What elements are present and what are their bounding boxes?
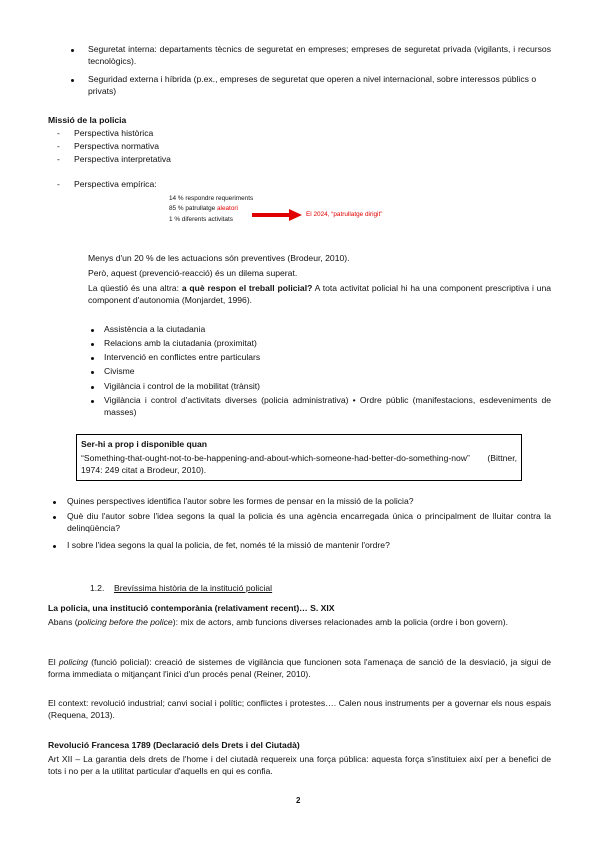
list-item: Perspectiva empírica: [74,179,157,189]
section-heading: Missió de la policia [48,115,127,125]
paragraph-part: El [48,657,59,667]
paragraph [48,616,551,628]
bullet-dot [53,501,56,504]
question: I sobre l'idea segons la qual la policia, de fet, només té la missió de mantenir l'ordre? [67,540,390,550]
section-title: Brevíssima història de la institució policial [114,583,273,593]
paragraph: Art XII – La garantia dels drets de l'home i del ciutadà requereix una força pública: aquesta força s'instituiex així per a benefici de tots i no per a la utilitat particular d'aquells en qui es confia. [48,754,551,777]
list-item: Perspectiva històrica [74,128,154,138]
list-item: Assistència a la ciutadania [104,324,206,334]
list-item: Intervenció en conflictes entre particulars [104,352,261,362]
paragraph-part: La qüestió és una altra: [88,283,182,293]
bullet-dot [91,329,94,332]
list-item: Perspectiva interpretativa [74,154,171,164]
paragraph-part: A tota activitat policial hi ha una component prescriptiva i una component d'autonomia (Monjardet, 1996). [88,283,551,306]
quote-box [76,434,522,481]
list-item: Civisme [104,366,135,376]
bullet-dot [91,386,94,389]
paragraph-part: Abans ( [48,617,78,627]
figure-stats [169,194,253,225]
dash-marker: - [57,179,60,189]
bullet-dot [91,400,94,403]
question: Quines perspectives identifica l'autor sobre les formes de pensar en la missió de la policia? [67,496,414,506]
quote-title: Ser-hi a prop i disponible quan [81,439,208,449]
quote-text: “Something-that-ought-not-to-be-happening-and-about-which-someone-had-better-do-something-now” (Bittner, 1974: 249 citat a Brodeur, 2010). [81,453,517,476]
list-item: Vigilància i control d'activitats diverses (policia administrativa) • Ordre públic (manifestacions, esdeveniments de masses) [104,395,551,418]
arrow-icon [252,209,302,221]
list-item: Relacions amb la ciutadania (proximitat) [104,338,257,348]
paragraph: Però, aquest (prevenció-reacció) és un dilema superat. [88,268,298,278]
figure-line: 1 % diferents activitats [169,215,233,223]
bullet-dot [91,357,94,360]
paragraph-part: (funció policial): creació de sistemes de vigilància que funcionen sota l'amenaça de sanció de la desviació, ja sigui de forma immediata o mitjançant l'inici d'un procés penal (Reiner, 2010). [48,657,552,680]
bullet-text: Seguretat interna: departaments tècnics de seguretat en empreses; empreses de seguretat privada (vigilants, i recursos tecnològics). [88,44,551,67]
page-number: 2 [296,796,301,805]
paragraph-part: ): mix de actors, amb funcions diverses relacionades amb la policia (ordre i bon govern). [172,617,509,627]
paragraph [88,282,551,307]
figure-line-prefix: 85 % patrullatge [169,205,217,213]
bullet-dot [53,516,56,519]
dash-marker: - [57,128,60,138]
figure-highlight: aleatori [216,205,238,213]
list-item: Perspectiva normativa [74,141,160,151]
bullet-dot [71,79,74,82]
arrow-label: El 2024, “patrullatge dirigit” [306,211,383,218]
paragraph: El context: revolució industrial; canvi social i polític; conflictes i protestes…. Calen nous instruments per a governar els nous espais (Requena, 2013). [48,698,551,721]
dash-marker: - [57,154,60,164]
paragraph-italic: policing [58,657,88,667]
figure-line [169,204,253,214]
paragraph-emphasis: a què respon el treball policial? [181,283,313,293]
bullet-dot [53,545,56,548]
paragraph-italic: policing before the police [77,617,173,627]
bullet-dot [91,371,94,374]
section-number: 1.2. [90,583,105,593]
history-heading: Revolució Francesa 1789 (Declaració dels Drets i del Ciutadà) [48,740,300,750]
paragraph [48,656,551,681]
paragraph: Menys d'un 20 % de les actuacions són preventives (Brodeur, 2010). [88,253,350,263]
bullet-text: Seguridad externa i híbrida (p.ex., empreses de seguretat que operen a nivel internacional, sobre interessos públics o privats) [88,74,537,97]
figure-line: 14 % respondre requeriments [169,195,254,202]
list-item: Vigilància i control de la mobilitat (trànsit) [104,381,261,391]
question: Què diu l'autor sobre l'idea segons la qual la policia és una agència encarregada única o principalment de lluitar contra la delinqüència? [67,511,551,534]
history-heading: La policia, una institució contemporània (relativament recent)… S. XIX [48,603,335,613]
bullet-dot [71,49,74,52]
dash-marker: - [57,141,60,151]
bullet-dot [91,343,94,346]
